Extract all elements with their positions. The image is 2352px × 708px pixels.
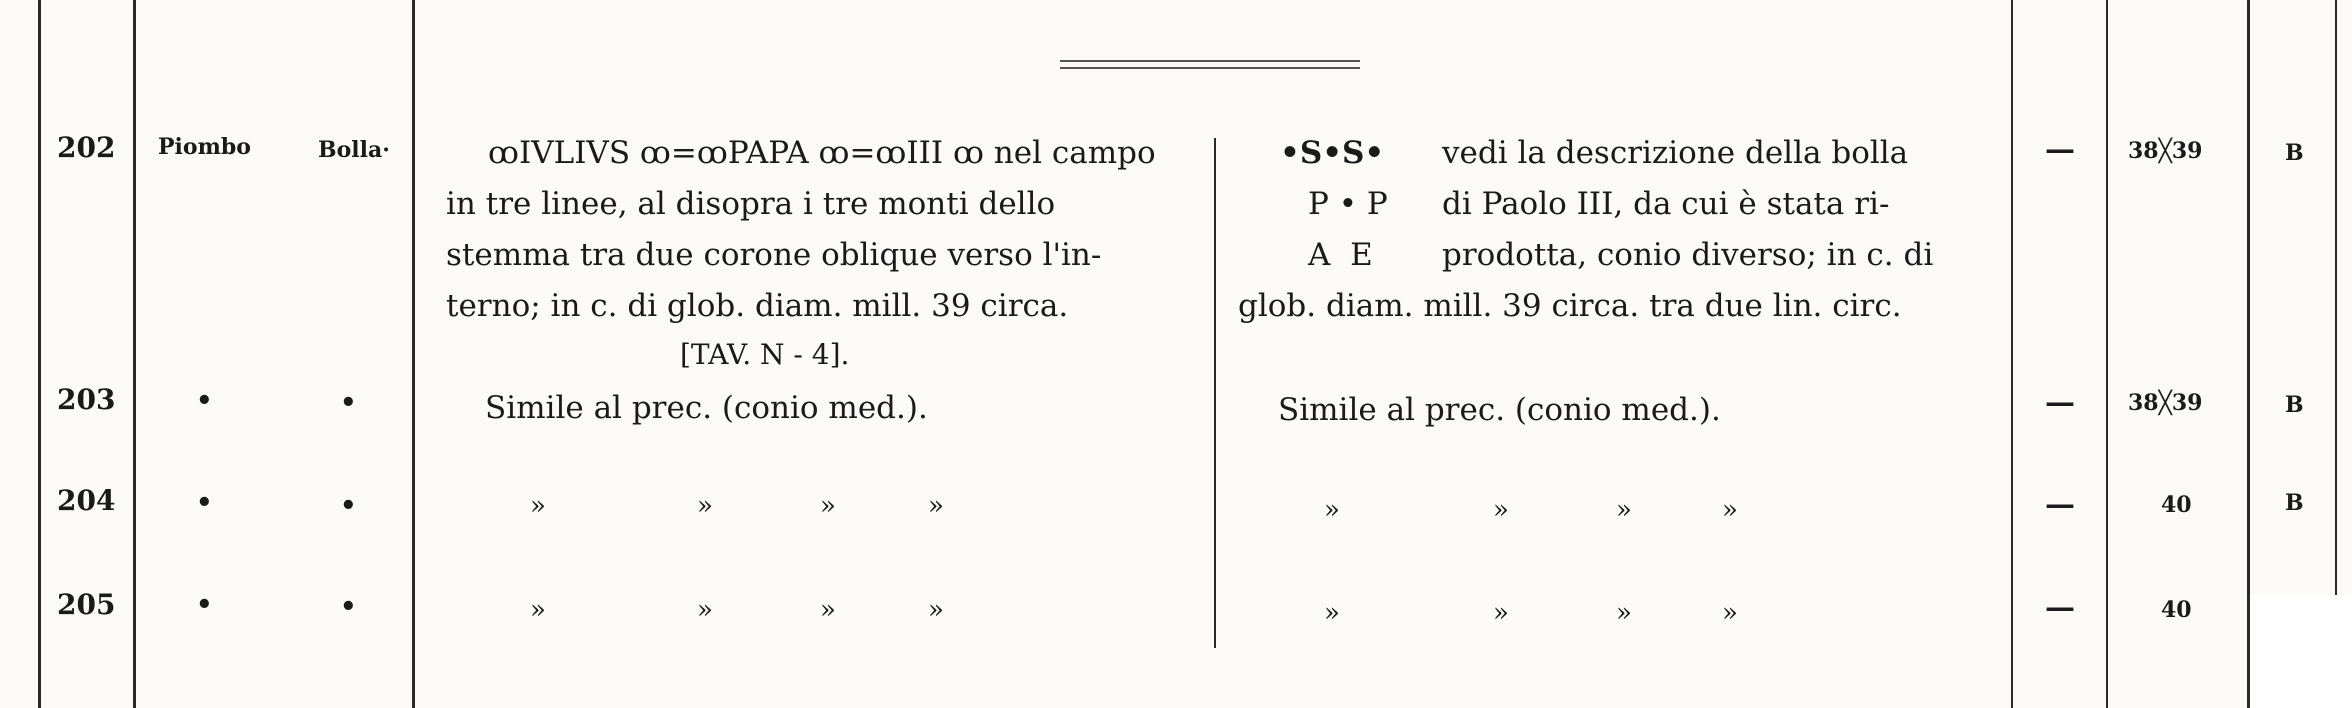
ditto-mark: » [1722,598,1738,628]
empty-cell-dash: — [2045,385,2075,420]
ditto-mark: » [1616,495,1632,525]
reverse-text: Simile al prec. (conio med.). [1278,392,1721,428]
ditto-mark: » [1722,495,1738,525]
ditto-mark: » [928,595,944,625]
reverse-legend: •S•S• [1280,135,1385,171]
ditto-mark: » [1324,598,1340,628]
grade: B [2285,490,2304,516]
column-rule [38,0,41,708]
size-mm: 38╳39 [2128,390,2203,416]
obverse-line: ꝏIVLIVS ꝏ=ꝏPAPA ꝏ=ꝏIII ꝏ nel campo [488,135,1156,171]
ditto-mark: » [820,595,836,625]
size-mm: 38╳39 [2128,138,2203,164]
ditto-mark: » [530,595,546,625]
obverse-line: stemma tra due corone oblique verso l'in- [446,237,1102,273]
reverse-line: vedi la descrizione della bolla [1442,135,1909,171]
reverse-legend: P • P [1308,186,1388,222]
catalog-number: 202 [57,131,116,164]
ditto-mark: • [196,386,213,416]
column-rule [133,0,136,708]
empty-cell-dash: — [2045,132,2075,167]
object-type: Bolla· [318,137,390,163]
ditto-mark: • [340,388,357,418]
ditto-mark: » [697,491,713,521]
column-rule [412,0,415,708]
reverse-line: di Paolo III, da cui è stata ri- [1442,186,1890,222]
ditto-mark: » [530,491,546,521]
ditto-mark: » [1616,598,1632,628]
catalog-number: 203 [57,383,116,416]
ditto-mark: • [196,590,213,620]
ditto-mark: » [928,491,944,521]
material: Piombo [158,134,251,160]
size-mm: 40 [2161,492,2192,518]
ditto-mark: • [340,592,357,622]
plate-reference: [TAV. N - 4]. [680,338,850,371]
ditto-mark: » [820,491,836,521]
ditto-mark: • [340,491,357,521]
empty-cell-dash: — [2045,590,2075,625]
catalog-number: 204 [57,484,116,517]
obverse-reverse-divider [1214,138,1216,648]
ditto-mark: » [1324,495,1340,525]
reverse-line: prodotta, conio diverso; in c. di [1442,237,1934,273]
header-double-rule [1060,60,1360,69]
ditto-mark: » [697,595,713,625]
reverse-line: glob. diam. mill. 39 circa. tra due lin. circ. [1238,288,1902,324]
empty-cell-dash: — [2045,487,2075,522]
ditto-mark: • [196,488,213,518]
reverse-legend: A E [1308,237,1373,273]
size-mm: 40 [2161,597,2192,623]
obverse-text: Simile al prec. (conio med.). [485,390,928,426]
grade: B [2285,140,2304,166]
obverse-line: terno; in c. di glob. diam. mill. 39 circa. [446,288,1069,324]
ditto-mark: » [1493,495,1509,525]
paper-blank-area [2250,595,2352,708]
column-rule [2011,0,2013,708]
obverse-line: in tre linee, al disopra i tre monti dello [446,186,1056,222]
catalog-number: 205 [57,588,116,621]
column-rule [2106,0,2108,708]
ditto-mark: » [1493,598,1509,628]
grade: B [2285,392,2304,418]
